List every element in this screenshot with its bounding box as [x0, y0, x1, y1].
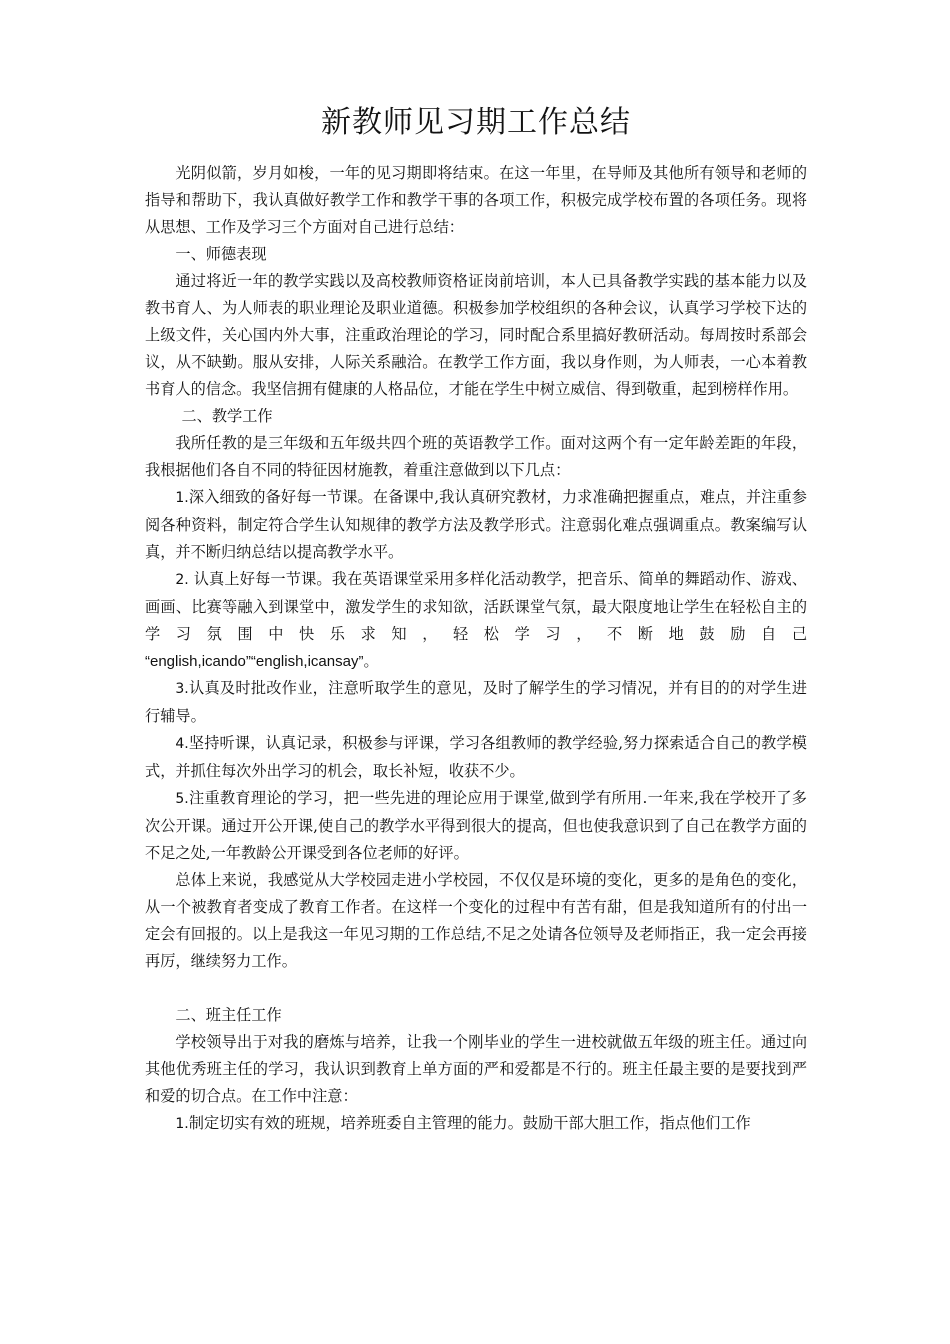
section-heading-class-teacher: 二、班主任工作 — [175, 1006, 282, 1024]
teaching-item-3 — [145, 675, 807, 730]
list-item-text: 坚持听课，认真记录，积极参与评课，学习各组教师的教学经验,努力探索适合自己的教学模式，并抓住每次外出学习的机会，取长补短，收获不少。 — [145, 734, 807, 780]
list-number: 1. — [175, 1116, 189, 1132]
summary-paragraph: 总体上来说，我感觉从大学校园走进小学校园，不仅仅是环境的变化，更多的是角色的变化，从一个被教育者变成了教育工作者。在这样一个变化的过程中有苦有甜，但是我知道所有的付出一定会有回报的。以上是我这一年见习期的工作总结,不足之处请各位领导及老师指正，我一定会再接再厉，继续努力工作。 — [145, 871, 807, 970]
teaching-item-1 — [145, 484, 807, 566]
teaching-item-4 — [145, 730, 807, 785]
english-phrase: “english,icando”“english,icansay”。 — [145, 653, 379, 670]
list-item-text: 深入细致的备好每一节课。在备课中,我认真研究教材，力求准确把握重点，难点，并注重参阅各种资料，制定符合学生认知规律的教学方法及教学形式。注意弱化难点强调重点。教案编写认真，并不断归纳总结以提高教学水平。 — [145, 488, 807, 561]
list-item-text: 制定切实有效的班规，培养班委自主管理的能力。鼓励干部大胆工作，指点他们工作 — [188, 1114, 751, 1132]
teaching-item-2 — [145, 566, 807, 648]
page-title: 新教师见习期工作总结 — [321, 105, 631, 140]
list-number: 5. — [175, 791, 189, 807]
list-number: 3. — [175, 681, 189, 697]
teaching-intro-paragraph: 我所任教的是三年级和五年级共四个班的英语教学工作。面对这两个有一定年龄差距的年段，我根据他们各自不同的特征因材施教，着重注意做到以下几点： — [145, 434, 807, 479]
section-heading-ethics: 一、师德表现 — [175, 245, 267, 263]
list-item-text: 认真上好每一节课。我在英语课堂采用多样化活动教学，把音乐、简单的舞蹈动作、游戏、画画、比赛等融入到课堂中，激发学生的求知欲，活跃课堂气氛，最大限度地让学生在轻松自主的学习氛围中快乐求知，轻松学习，不断地鼓励自己 — [145, 570, 807, 643]
class-teacher-intro-paragraph: 学校领导出于对我的磨炼与培养，让我一个刚毕业的学生一进校就做五年级的班主任。通过向其他优秀班主任的学习，我认识到教育上单方面的严和爱都是不行的。班主任最主要的是要找到严和爱的切合点。在工作中注意： — [145, 1033, 807, 1105]
section-heading-teaching: 二、教学工作 — [181, 407, 273, 425]
ethics-paragraph: 通过将近一年的教学实践以及高校教师资格证岗前培训，本人已具备教学实践的基本能力以及教书育人、为人师表的职业理论及职业道德。积极参加学校组织的各种会议，认真学习学校下达的上级文件，关心国内外大事，注重政治理论的学习，同时配合系里搞好教研活动。每周按时系部会议，从不缺勤。服从安排，人际关系融洽。在教学工作方面，我以身作则，为人师表，一心本着教书育人的信念。我坚信拥有健康的人格品位，才能在学生中树立威信、得到敬重，起到榜样作用。 — [145, 272, 807, 398]
teaching-item-5 — [145, 785, 807, 867]
list-number: 2. — [175, 572, 189, 588]
list-item-text: 认真及时批改作业，注意听取学生的意见，及时了解学生的学习情况，并有目的的对学生进行辅导。 — [145, 679, 807, 725]
list-number: 4. — [175, 736, 189, 752]
blank-line — [145, 975, 807, 1002]
list-item-text: 注重教育理论的学习，把一些先进的理论应用于课堂,做到学有所用.一年来,我在学校开了多次公开课。通过开公开课,使自己的教学水平得到很大的提高，但也使我意识到了自己在教学方面的不足之处,一年教龄公开课受到各位老师的好评。 — [145, 789, 807, 862]
class-teacher-item-1 — [145, 1110, 807, 1138]
teaching-item-2-english — [145, 648, 807, 675]
list-number: 1. — [175, 490, 189, 506]
intro-paragraph: 光阴似箭，岁月如梭，一年的见习期即将结束。在这一年里，在导师及其他所有领导和老师的指导和帮助下，我认真做好教学工作和教学干事的各项工作，积极完成学校布置的各项任务。现将从思想、工作及学习三个方面对自己进行总结： — [145, 164, 807, 236]
